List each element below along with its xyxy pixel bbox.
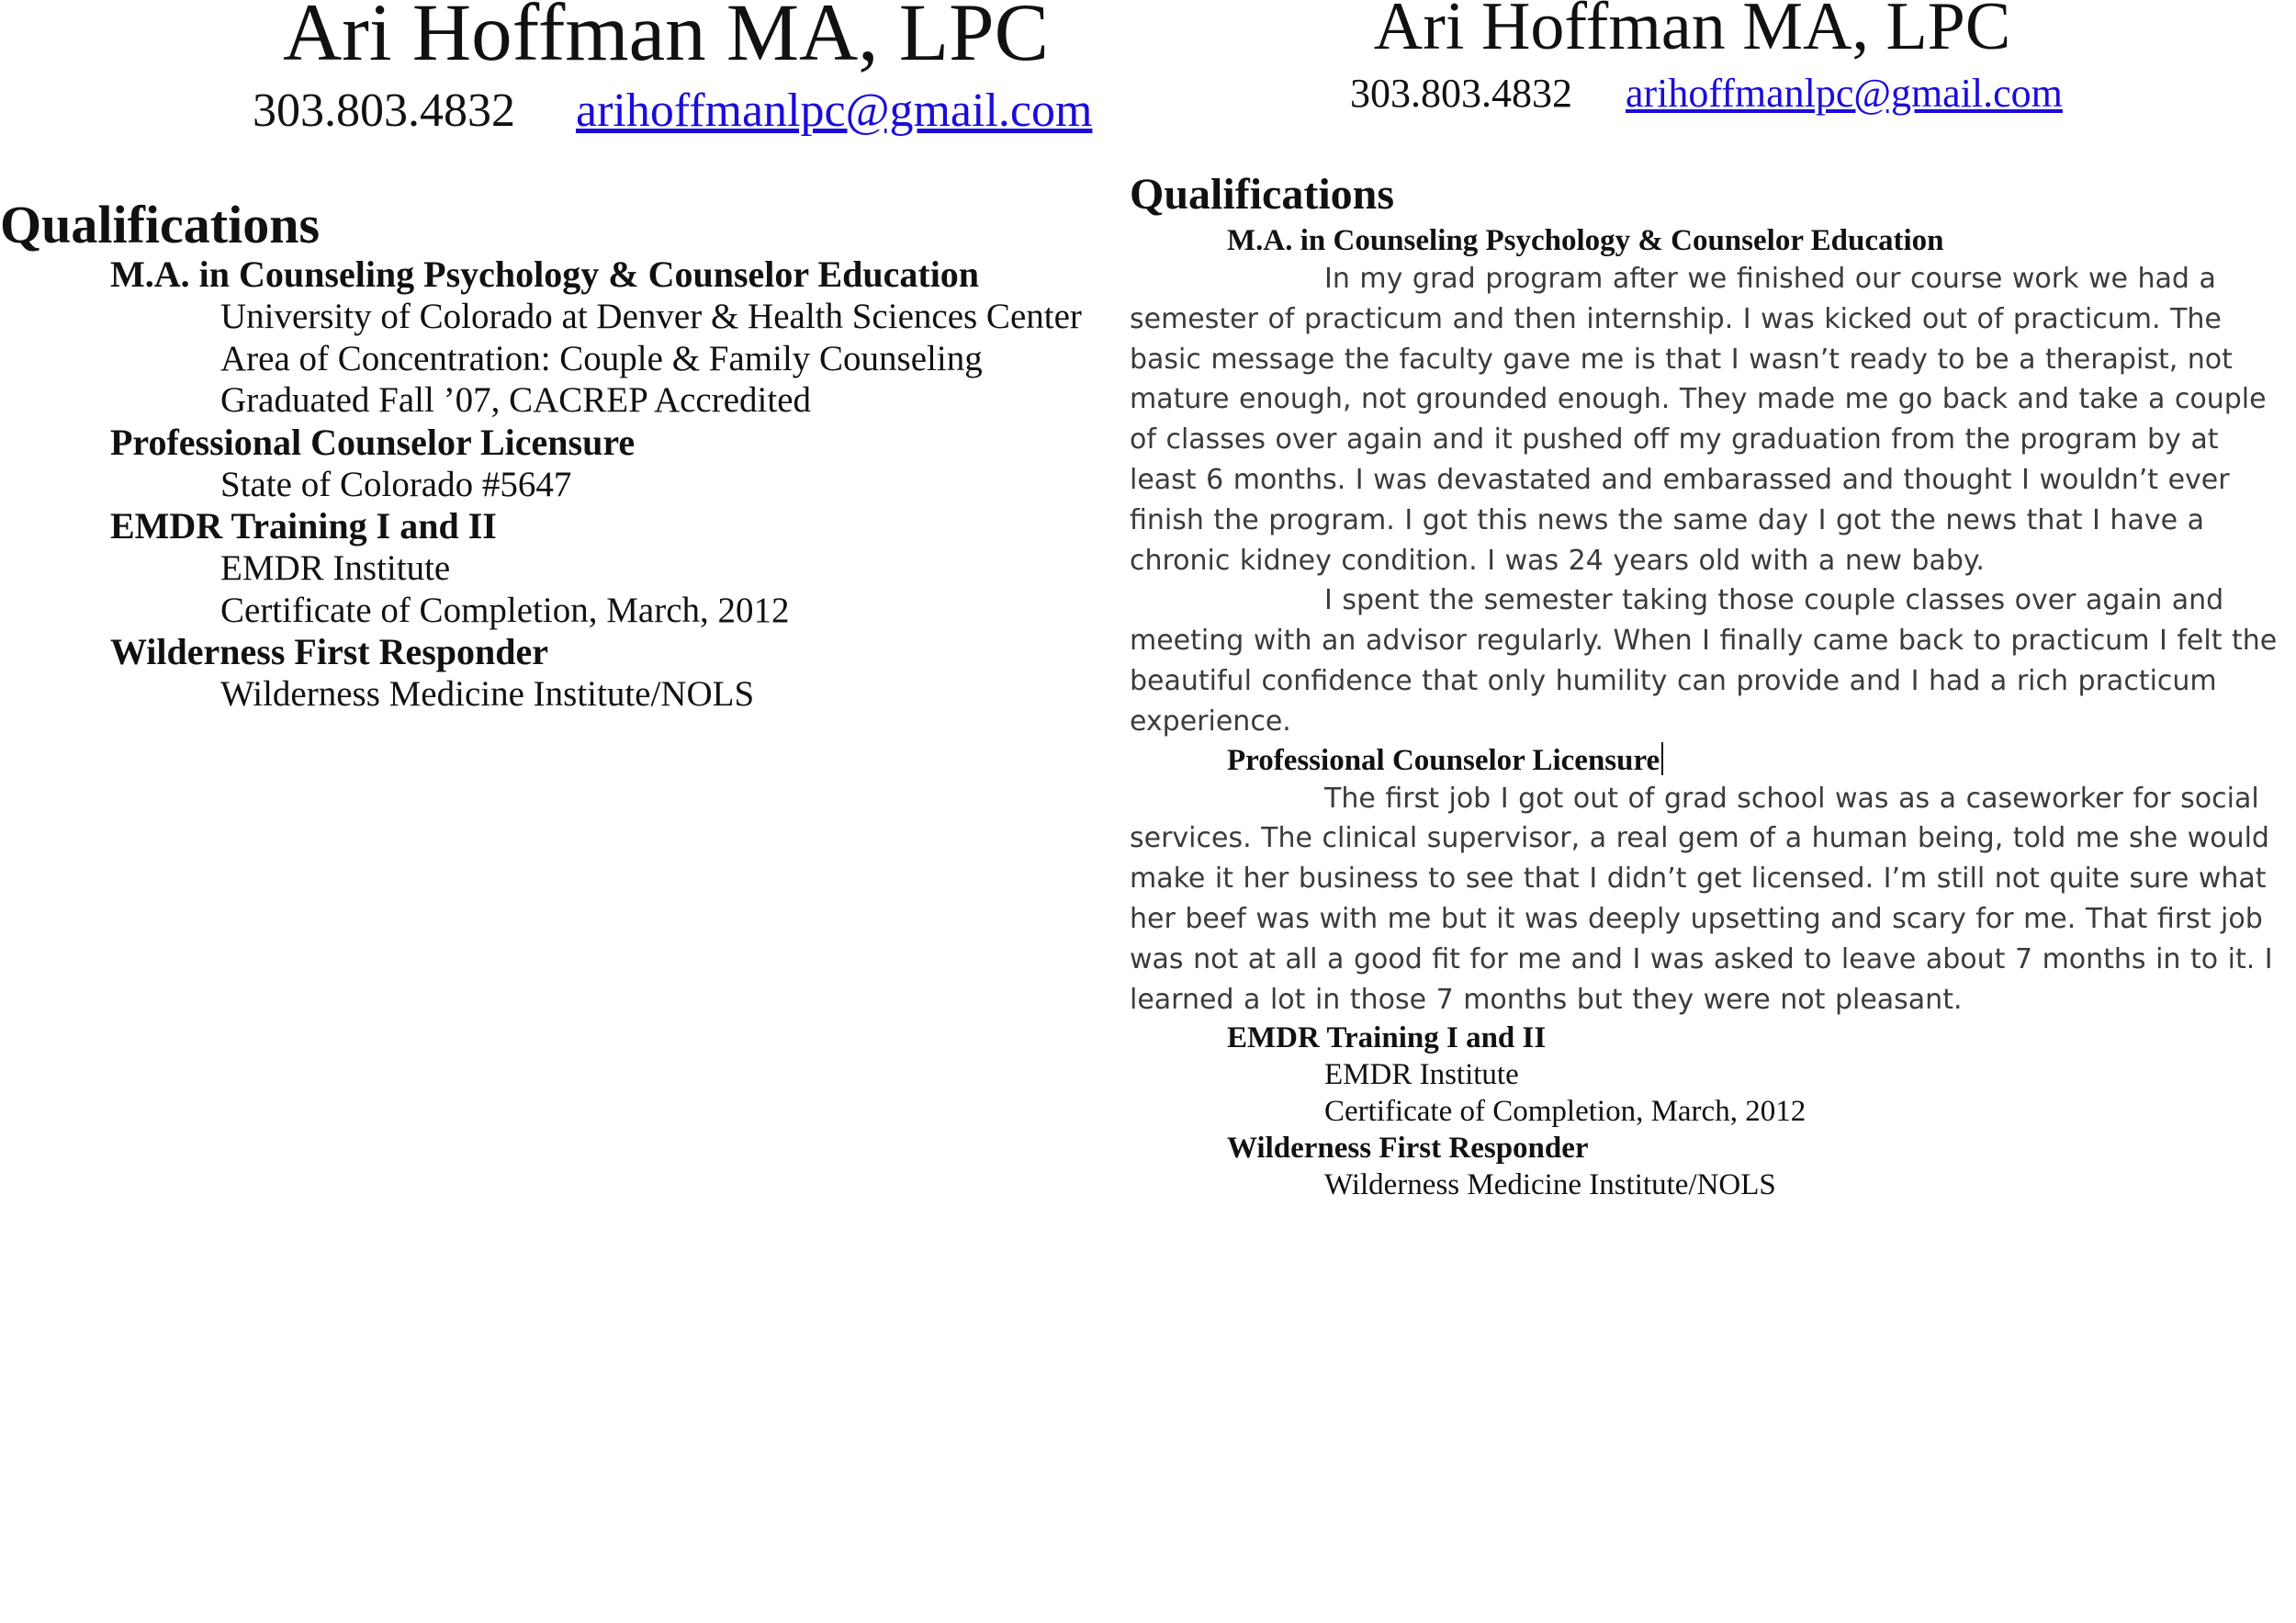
- qualification-title: Professional Counselor Licensure: [1227, 743, 1660, 777]
- resume-name: Ari Hoffman MA, LPC: [283, 0, 1049, 78]
- narrative-paragraph: In my grad program after we finished our course work we had a semester of practicum and then internship. I was kicked out of practicum. The basic message the faculty gave me is that I wasn’t ready to be a therapist, not mature enough, not grounded enough. They made me go back and take a couple of classes over again and it pushed off my graduation from the program by at least 6 months. I was devastated and embarassed and thought I wouldn’t ever finish the program. I got this news the same day I got the news that I have a chronic kidney condition. I was 24 years old with a new baby.: [1130, 263, 2267, 577]
- narrative-paragraph: The first job I got out of grad school was as a caseworker for social services. The clinical supervisor, a real gem of a human being, told me she would make it her business to see that I didn’t get licensed. I’m still not quite sure what her beef was with me but it was deeply upsetting and scary for me. That first job was not at all a good fit for me and I was asked to leave about 7 months in to it. I learned a lot in those 7 months but they were not pleasant.: [1130, 782, 2273, 1016]
- resume-page-original: [0, 0, 1130, 1623]
- section-title-qualifications: Qualifications: [1130, 170, 1395, 219]
- qualification-detail: Wilderness Medicine Institute/NOLS: [220, 674, 755, 714]
- resume-name: Ari Hoffman MA, LPC: [1373, 0, 2011, 64]
- qualifications-list: [110, 254, 1130, 716]
- qualification-detail: EMDR Institute: [220, 548, 451, 588]
- phone-number: 303.803.4832: [1350, 71, 1572, 116]
- qualification-detail: Certificate of Completion, March, 2012: [1324, 1095, 1806, 1129]
- qualification-title: Wilderness First Responder: [1227, 1132, 1589, 1166]
- contact-line: [253, 83, 1092, 140]
- qualification-detail: Certificate of Completion, March, 2012: [220, 590, 790, 630]
- email-link[interactable]: arihoffmanlpc@gmail.com: [1626, 71, 2063, 116]
- qualification-detail: University of Colorado at Denver & Health Sciences Center: [220, 297, 1082, 336]
- text-cursor: [1661, 742, 1663, 775]
- phone-number: 303.803.4832: [253, 85, 515, 137]
- qualification-detail: Wilderness Medicine Institute/NOLS: [1324, 1168, 1776, 1202]
- qualification-detail: Graduated Fall ’07, CACREP Accredited: [220, 380, 812, 420]
- qualification-title: M.A. in Counseling Psychology & Counselor Education: [1227, 224, 1944, 257]
- document-body[interactable]: [1130, 222, 2294, 1203]
- qualification-detail: Area of Concentration: Couple & Family Counseling: [220, 338, 983, 378]
- qualification-title: EMDR Training I and II: [1227, 1021, 1547, 1055]
- qualification-title: M.A. in Counseling Psychology & Counselor Education: [110, 254, 980, 295]
- qualification-title: Wilderness First Responder: [110, 631, 549, 672]
- resume-page-annotated[interactable]: [1130, 0, 2296, 1623]
- contact-line: [1350, 69, 2063, 118]
- qualification-licensure: [110, 422, 1130, 506]
- qualification-title-with-cursor: [1130, 742, 2294, 779]
- qualification-detail: EMDR Institute: [1324, 1058, 1519, 1092]
- qualification-title: EMDR Training I and II: [110, 505, 497, 547]
- narrative-paragraph: I spent the semester taking those couple classes over again and meeting with an advisor regularly. When I finally came back to practicum I felt the beautiful confidence that only humility can provide and I had a rich practicum experience.: [1130, 584, 2278, 738]
- qualification-title: Professional Counselor Licensure: [110, 421, 636, 463]
- qualification-degree: [110, 254, 1130, 422]
- qualification-emdr: [110, 505, 1130, 631]
- qualification-detail: State of Colorado #5647: [220, 464, 572, 504]
- qualification-wfr: [110, 631, 1130, 716]
- section-title-qualifications: Qualifications: [0, 195, 321, 254]
- email-link[interactable]: arihoffmanlpc@gmail.com: [576, 85, 1093, 137]
